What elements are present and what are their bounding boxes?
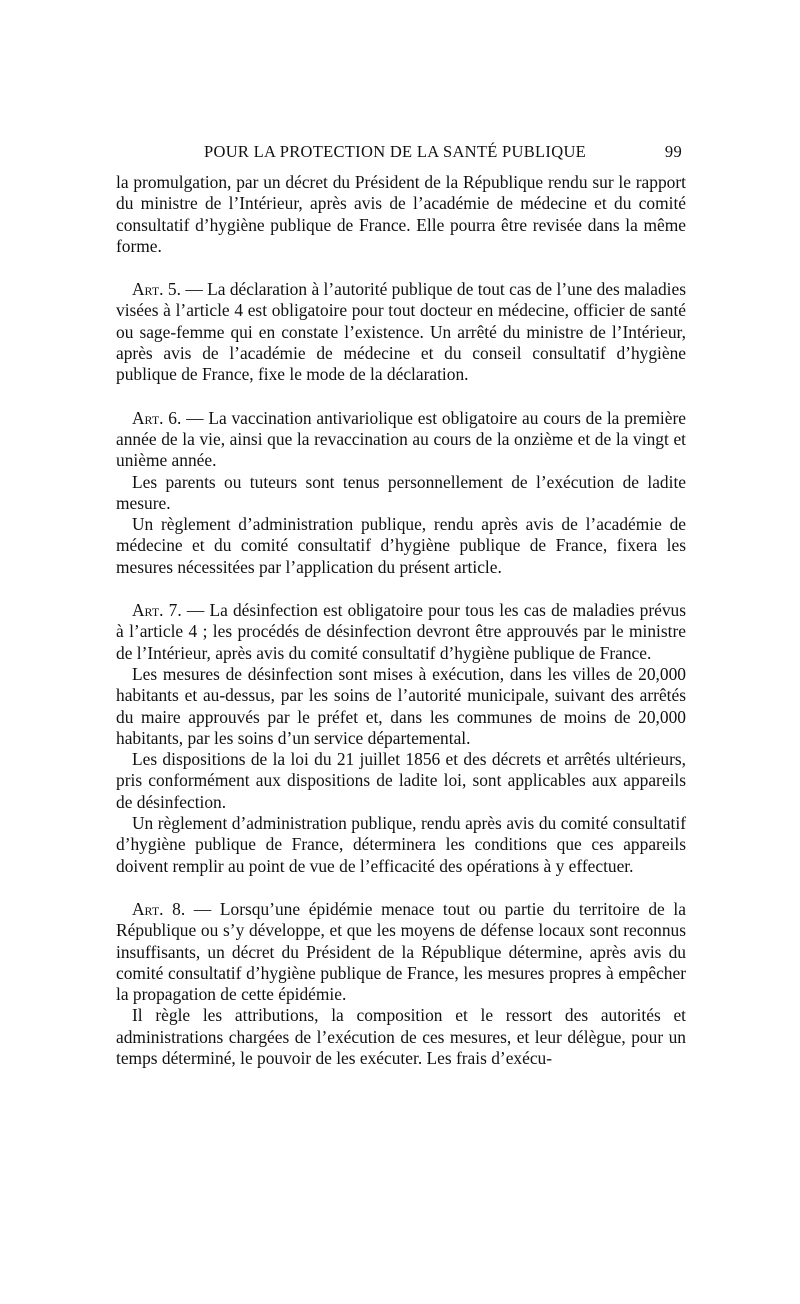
article-7: Art. 7. — La désinfection est obligatoire pour tous les cas de maladies prévus à l’article 4 ; les procédés de désinfection devront être approuvés par le ministre de l’Intérieur, après avis du comité consultatif d’hygiène publique de France. <box>116 600 686 663</box>
paragraph: Un règlement d’administration publique, rendu après avis de l’académie de médecine et du comité consultatif d’hygiène publique de France, fixera les mesures nécessitées par l’application du présent article. <box>116 514 686 577</box>
article-label: Art. 6. <box>132 407 182 428</box>
article-label: Art. 5. <box>132 279 181 300</box>
book-page <box>116 142 686 1069</box>
paragraph: Un règlement d’administration publique, rendu après avis du comité consultatif d’hygiène publique de France, déterminera les conditions que ces appareils doivent remplir au point de vue de l’efficacité des opérations à y effectuer. <box>116 813 686 876</box>
paragraph: Les dispositions de la loi du 21 juillet 1856 et des décrets et arrêtés ultérieurs, pris conformément aux dispositions de ladite loi, sont applicables aux appareils de désinfection. <box>116 749 686 812</box>
page-body <box>116 172 686 1069</box>
paragraph: Il règle les attributions, la composition et le ressort des autorités et administrations chargées de l’exécution de ces mesures, et leur délègue, pour un temps déterminé, le pouvoir de les exécuter. Les frais d’exécu- <box>116 1005 686 1068</box>
article-label: Art. 8. <box>132 898 186 919</box>
page-number: 99 <box>664 142 682 161</box>
page-header <box>116 142 686 172</box>
article-label: Art. 7. <box>132 600 182 621</box>
running-title: POUR LA PROTECTION DE LA SANTÉ PUBLIQUE <box>204 142 587 161</box>
paragraph: Les parents ou tuteurs sont tenus personnellement de l’exécution de ladite mesure. <box>116 471 686 513</box>
paragraph-continued: la promulgation, par un décret du Président de la République rendu sur le rapport du ministre de l’Intérieur, après avis de l’académie de médecine et du comité consultatif d’hygiène publique de France. Elle pourra être revisée dans la même forme. <box>116 172 686 256</box>
paragraph: Les mesures de désinfection sont mises à exécution, dans les villes de 20,000 habitants et au-dessus, par les soins de l’autorité municipale, suivant des arrêtés du maire approuvés par le préfet et, dans les communes de moins de 20,000 habitants, par les soins d’un service départemental. <box>116 663 686 748</box>
article-5: Art. 5. — La déclaration à l’autorité publique de tout cas de l’une des maladies visées à l’article 4 est obligatoire pour tout docteur en médecine, officier de santé ou sage-femme qui en constate l’existence. Un arrêté du ministre de l’Intérieur, après avis de l’académie de médecine et du conseil consultatif d’hygiène publique de France, fixe le mode de la déclaration. <box>116 279 686 385</box>
article-6: Art. 6. — La vaccination antivariolique est obligatoire au cours de la première année de la vie, ainsi que la revaccination au cours de la onzième et de la vingt et unième année. <box>116 407 686 471</box>
article-8: Art. 8. — Lorsqu’une épidémie menace tout ou partie du territoire de la République ou s’y développe, et que les moyens de défense locaux sont reconnus insuffisants, un décret du Président de la République détermine, après avis du comité consultatif d’hygiène publique de France, les mesures propres à empêcher la propagation de cette épidémie. <box>116 898 686 1005</box>
